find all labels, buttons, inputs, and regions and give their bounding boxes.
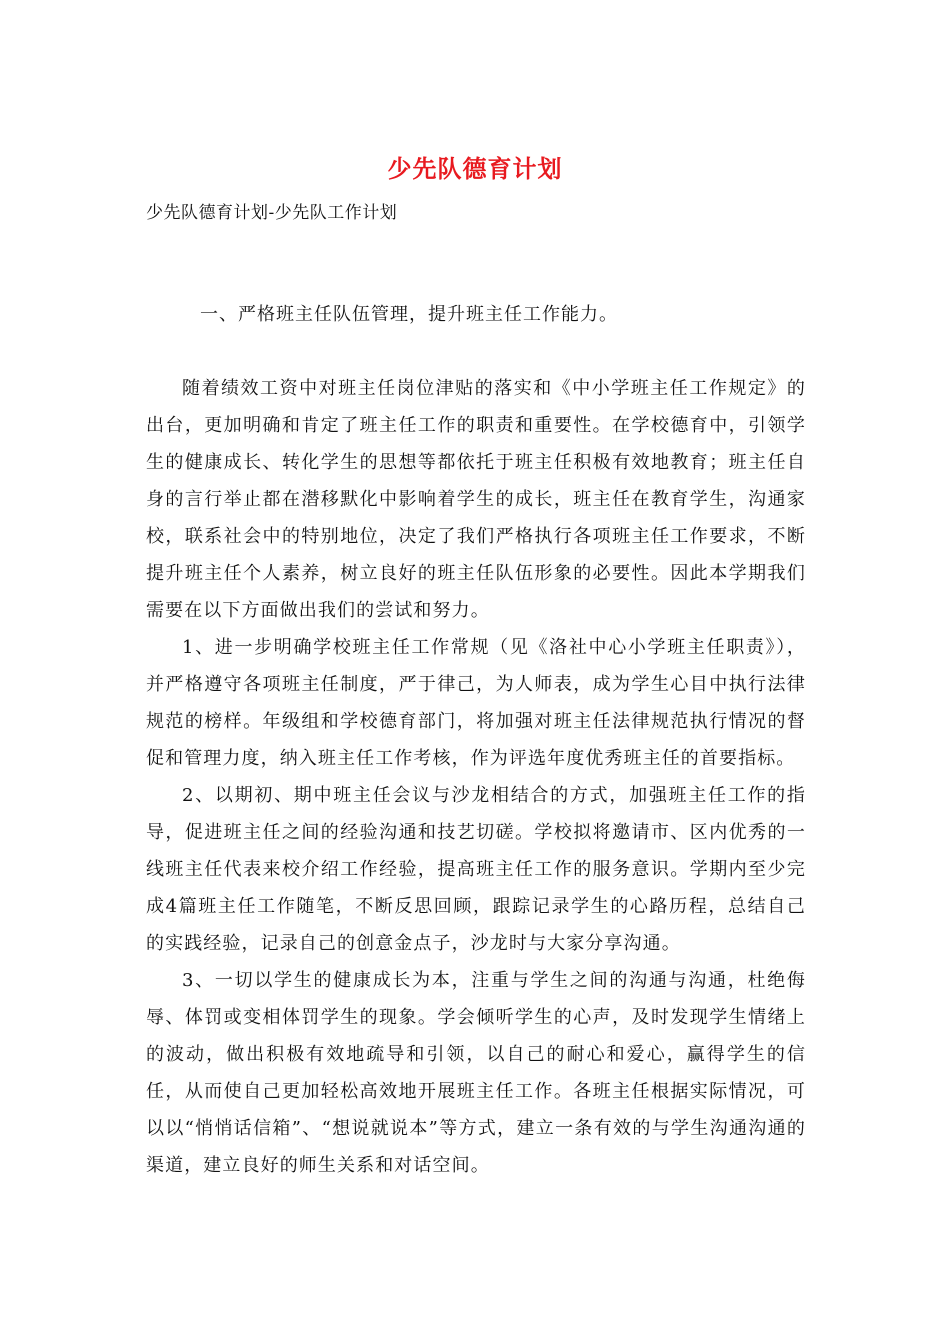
document-body [146,370,806,1184]
paragraph-item-1: 1、进一步明确学校班主任工作常规（见《洛社中心小学班主任职责》），并严格遵守各项班主任制度，严于律己，为人师表，成为学生心目中执行法律规范的榜样。年级组和学校德育部门，将加强对班主任法律规范执行情况的督促和管理力度，纳入班主任工作考核，作为评选年度优秀班主任的首要指标。 [146,637,806,769]
document-title: 少先队德育计划 [387,154,563,183]
section-heading: 一、严格班主任队伍管理，提升班主任工作能力。 [200,304,618,325]
paragraph-intro: 随着绩效工资中对班主任岗位津贴的落实和《中小学班主任工作规定》的出台，更加明确和肯定了班主任工作的职责和重要性。在学校德育中，引领学生的健康成长、转化学生的思想等都依托于班主任积极有效地教育；班主任自身的言行举止都在潜移默化中影响着学生的成长，班主任在教育学生，沟通家校，联系社会中的特别地位，决定了我们严格执行各项班主任工作要求，不断提升班主任个人素养，树立良好的班主任队伍形象的必要性。因此本学期我们需要在以下方面做出我们的尝试和努力。 [146,378,806,621]
document-subtitle: 少先队德育计划-少先队工作计划 [146,203,398,223]
paragraph-item-2: 2、以期初、期中班主任会议与沙龙相结合的方式，加强班主任工作的指导，促进班主任之间的经验沟通和技艺切磋。学校拟将邀请市、区内优秀的一线班主任代表来校介绍工作经验，提高班主任工作的服务意识。学期内至少完成4篇班主任工作随笔，不断反思回顾，跟踪记录学生的心路历程，总结自己的实践经验，记录自己的创意金点子，沙龙时与大家分享沟通。 [146,785,806,954]
paragraph-item-3: 3、一切以学生的健康成长为本，注重与学生之间的沟通与沟通，杜绝侮辱、体罚或变相体罚学生的现象。学会倾听学生的心声，及时发现学生情绪上的波动，做出积极有效地疏导和引领，以自己的耐心和爱心，赢得学生的信任，从而使自己更加轻松高效地开展班主任工作。各班主任根据实际情况，可以以“悄悄话信箱”、“想说就说本”等方式，建立一条有效的与学生沟通沟通的渠道，建立良好的师生关系和对话空间。 [146,970,806,1176]
